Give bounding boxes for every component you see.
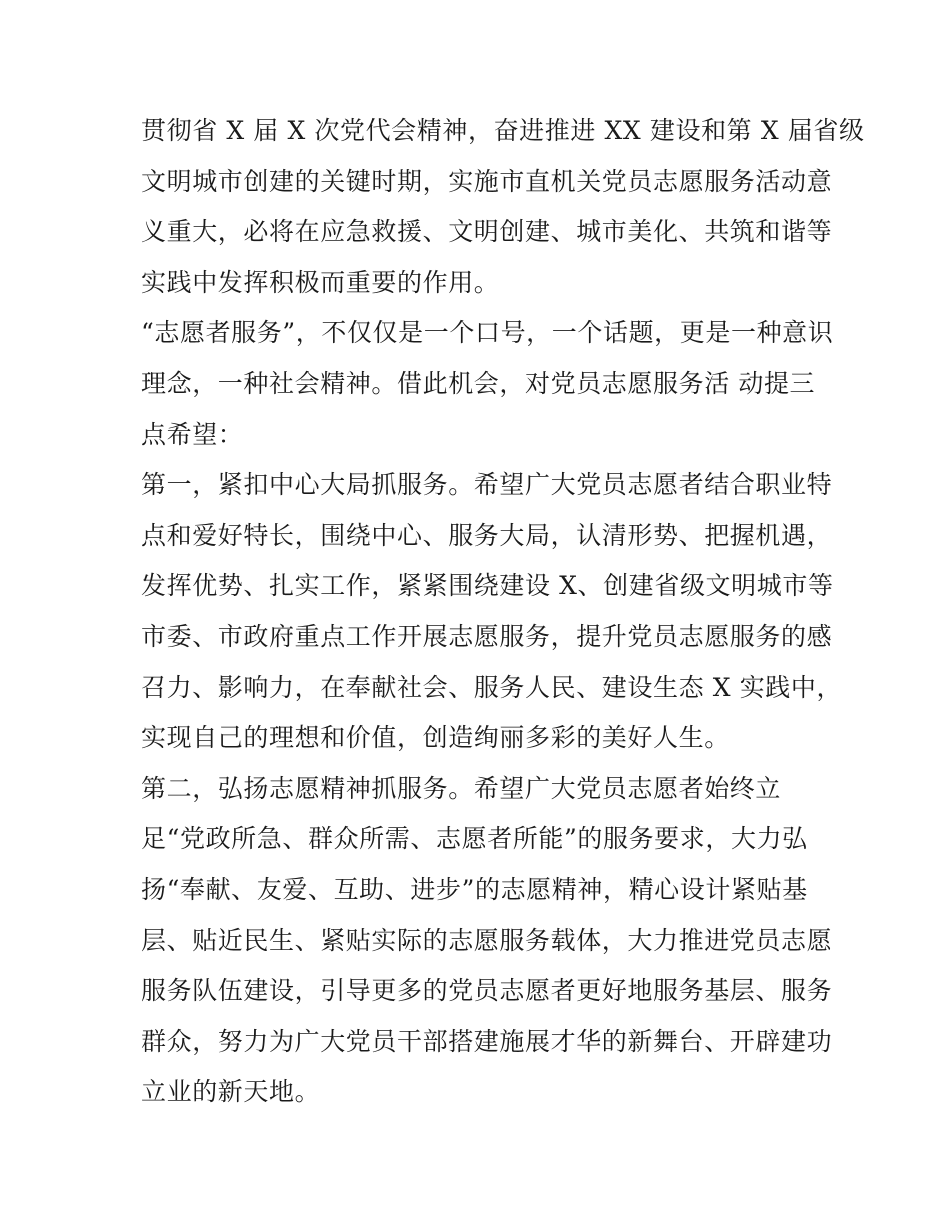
text-line: 点和爱好特长，围绕中心、服务大局，认清形势、把握机遇， — [141, 520, 833, 550]
text-line: 层、贴近民生、紧贴实际的志愿服务载体，大力推进党员志愿 — [141, 925, 833, 955]
text-line: 贯彻省 X 届 X 次党代会精神，奋进推进 XX 建设和第 X 届省级 — [141, 116, 865, 145]
text-line: 群众，努力为广大党员干部搭建施展才华的新舞台、开辟建功 — [141, 1026, 833, 1056]
text-line: 理念，一种社会精神。借此机会，对党员志愿服务活 动提三 — [141, 368, 816, 398]
text-line: 文明城市创建的关键时期，实施市直机关党员志愿服务活动意 — [141, 166, 833, 196]
text-line: 第一，紧扣中心大局抓服务。希望广大党员志愿者结合职业特 — [141, 470, 833, 500]
text-line: 发挥优势、扎实工作，紧紧围绕建设 X、创建省级文明城市等 — [141, 571, 834, 601]
text-line: 实现自己的理想和价值，创造绚丽多彩的美好人生。 — [141, 723, 730, 753]
text-line: 服务队伍建设，引导更多的党员志愿者更好地服务基层、服务 — [141, 976, 833, 1006]
body-text — [141, 106, 865, 1118]
text-line: 实践中发挥积极而重要的作用。 — [141, 267, 500, 297]
text-line: 点希望： — [141, 419, 244, 449]
text-line: 市委、市政府重点工作开展志愿服务，提升党员志愿服务的感 — [141, 621, 833, 651]
text-line: 扬“奉献、友爱、互助、进步”的志愿精神，精心设计紧贴基 — [141, 874, 808, 904]
text-line: “志愿者服务”，不仅仅是一个口号，一个话题，更是一种意识 — [141, 318, 834, 348]
text-line: 第二，弘扬志愿精神抓服务。希望广大党员志愿者始终立 — [141, 773, 782, 803]
text-line: 召力、影响力，在奉献社会、服务人民、建设生态 X 实践中， — [141, 672, 843, 702]
text-line: 义重大，必将在应急救援、文明创建、城市美化、共筑和谐等 — [141, 217, 833, 247]
text-line: 足“党政所急、群众所需、志愿者所能”的服务要求，大力弘 — [141, 824, 808, 854]
text-line: 立业的新天地。 — [141, 1077, 321, 1107]
